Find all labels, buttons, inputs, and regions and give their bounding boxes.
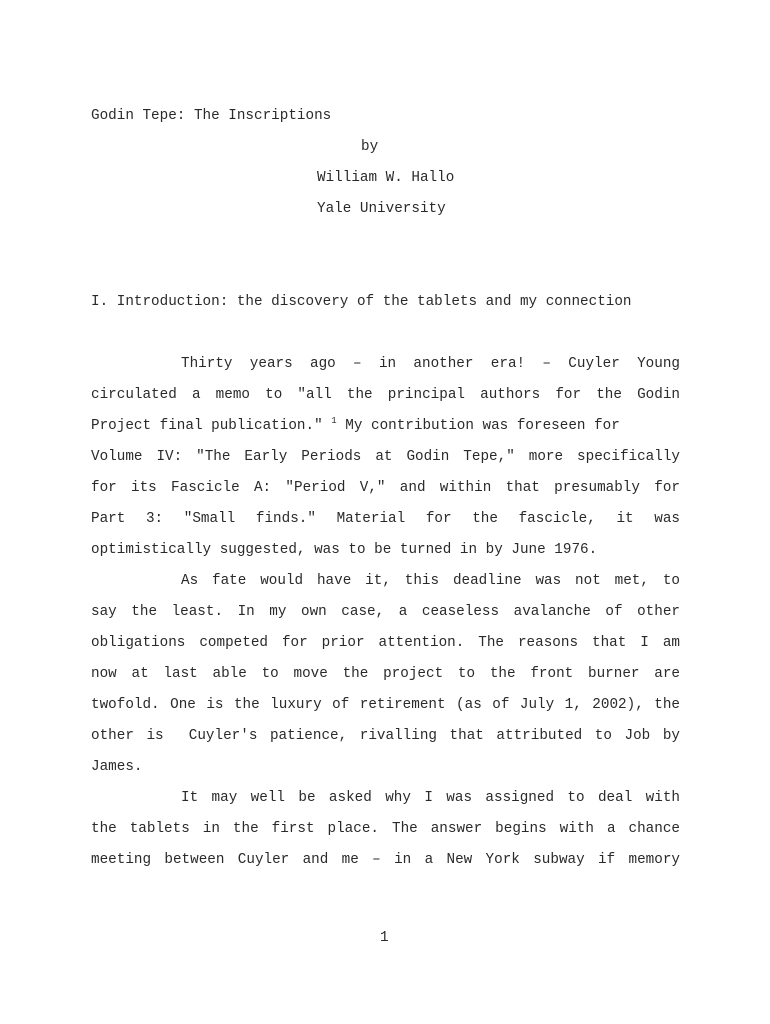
body-text: My contribution was foreseen for <box>345 418 620 434</box>
document-title: Godin Tepe: The Inscriptions <box>91 108 332 124</box>
body-text: other is Cuyler's patience, rivalling that attributed to Job by <box>91 728 680 744</box>
body-line-with-footnote <box>91 418 620 434</box>
body-line: Volume IV: "The Early Periods at Godin Tepe," more specifically <box>91 449 680 465</box>
body-line <box>91 728 680 744</box>
body-line: say the least. In my own case, a ceaseless avalanche of other <box>91 604 680 620</box>
body-line: twofold. One is the luxury of retirement (as of July 1, 2002), the <box>91 697 680 713</box>
author-name: William W. Hallo <box>317 170 455 186</box>
byline-by: by <box>361 139 379 155</box>
page-number: 1 <box>380 930 389 946</box>
body-text: Project final publication." <box>91 418 323 434</box>
body-line: meeting between Cuyler and me – in a New York subway if memory <box>91 852 680 868</box>
body-line: circulated a memo to "all the principal authors for the Godin <box>91 387 680 403</box>
body-line: now at last able to move the project to the front burner are <box>91 666 680 682</box>
body-line: Thirty years ago – in another era! – Cuyler Young <box>181 356 680 372</box>
body-line: Part 3: "Small finds." Material for the fascicle, it was <box>91 511 680 527</box>
body-line: James. <box>91 759 143 775</box>
author-affiliation: Yale University <box>317 201 446 217</box>
body-line: optimistically suggested, was to be turned in by June 1976. <box>91 542 598 558</box>
body-line: the tablets in the first place. The answer begins with a chance <box>91 821 680 837</box>
body-line: As fate would have it, this deadline was not met, to <box>181 573 680 589</box>
body-line: It may well be asked why I was assigned to deal with <box>181 790 680 806</box>
body-line: obligations competed for prior attention. The reasons that I am <box>91 635 680 651</box>
body-line: for its Fascicle A: "Period V," and within that presumably for <box>91 480 680 496</box>
section-heading: I. Introduction: the discovery of the tablets and my connection <box>91 294 632 310</box>
footnote-marker[interactable]: 1 <box>331 416 337 426</box>
